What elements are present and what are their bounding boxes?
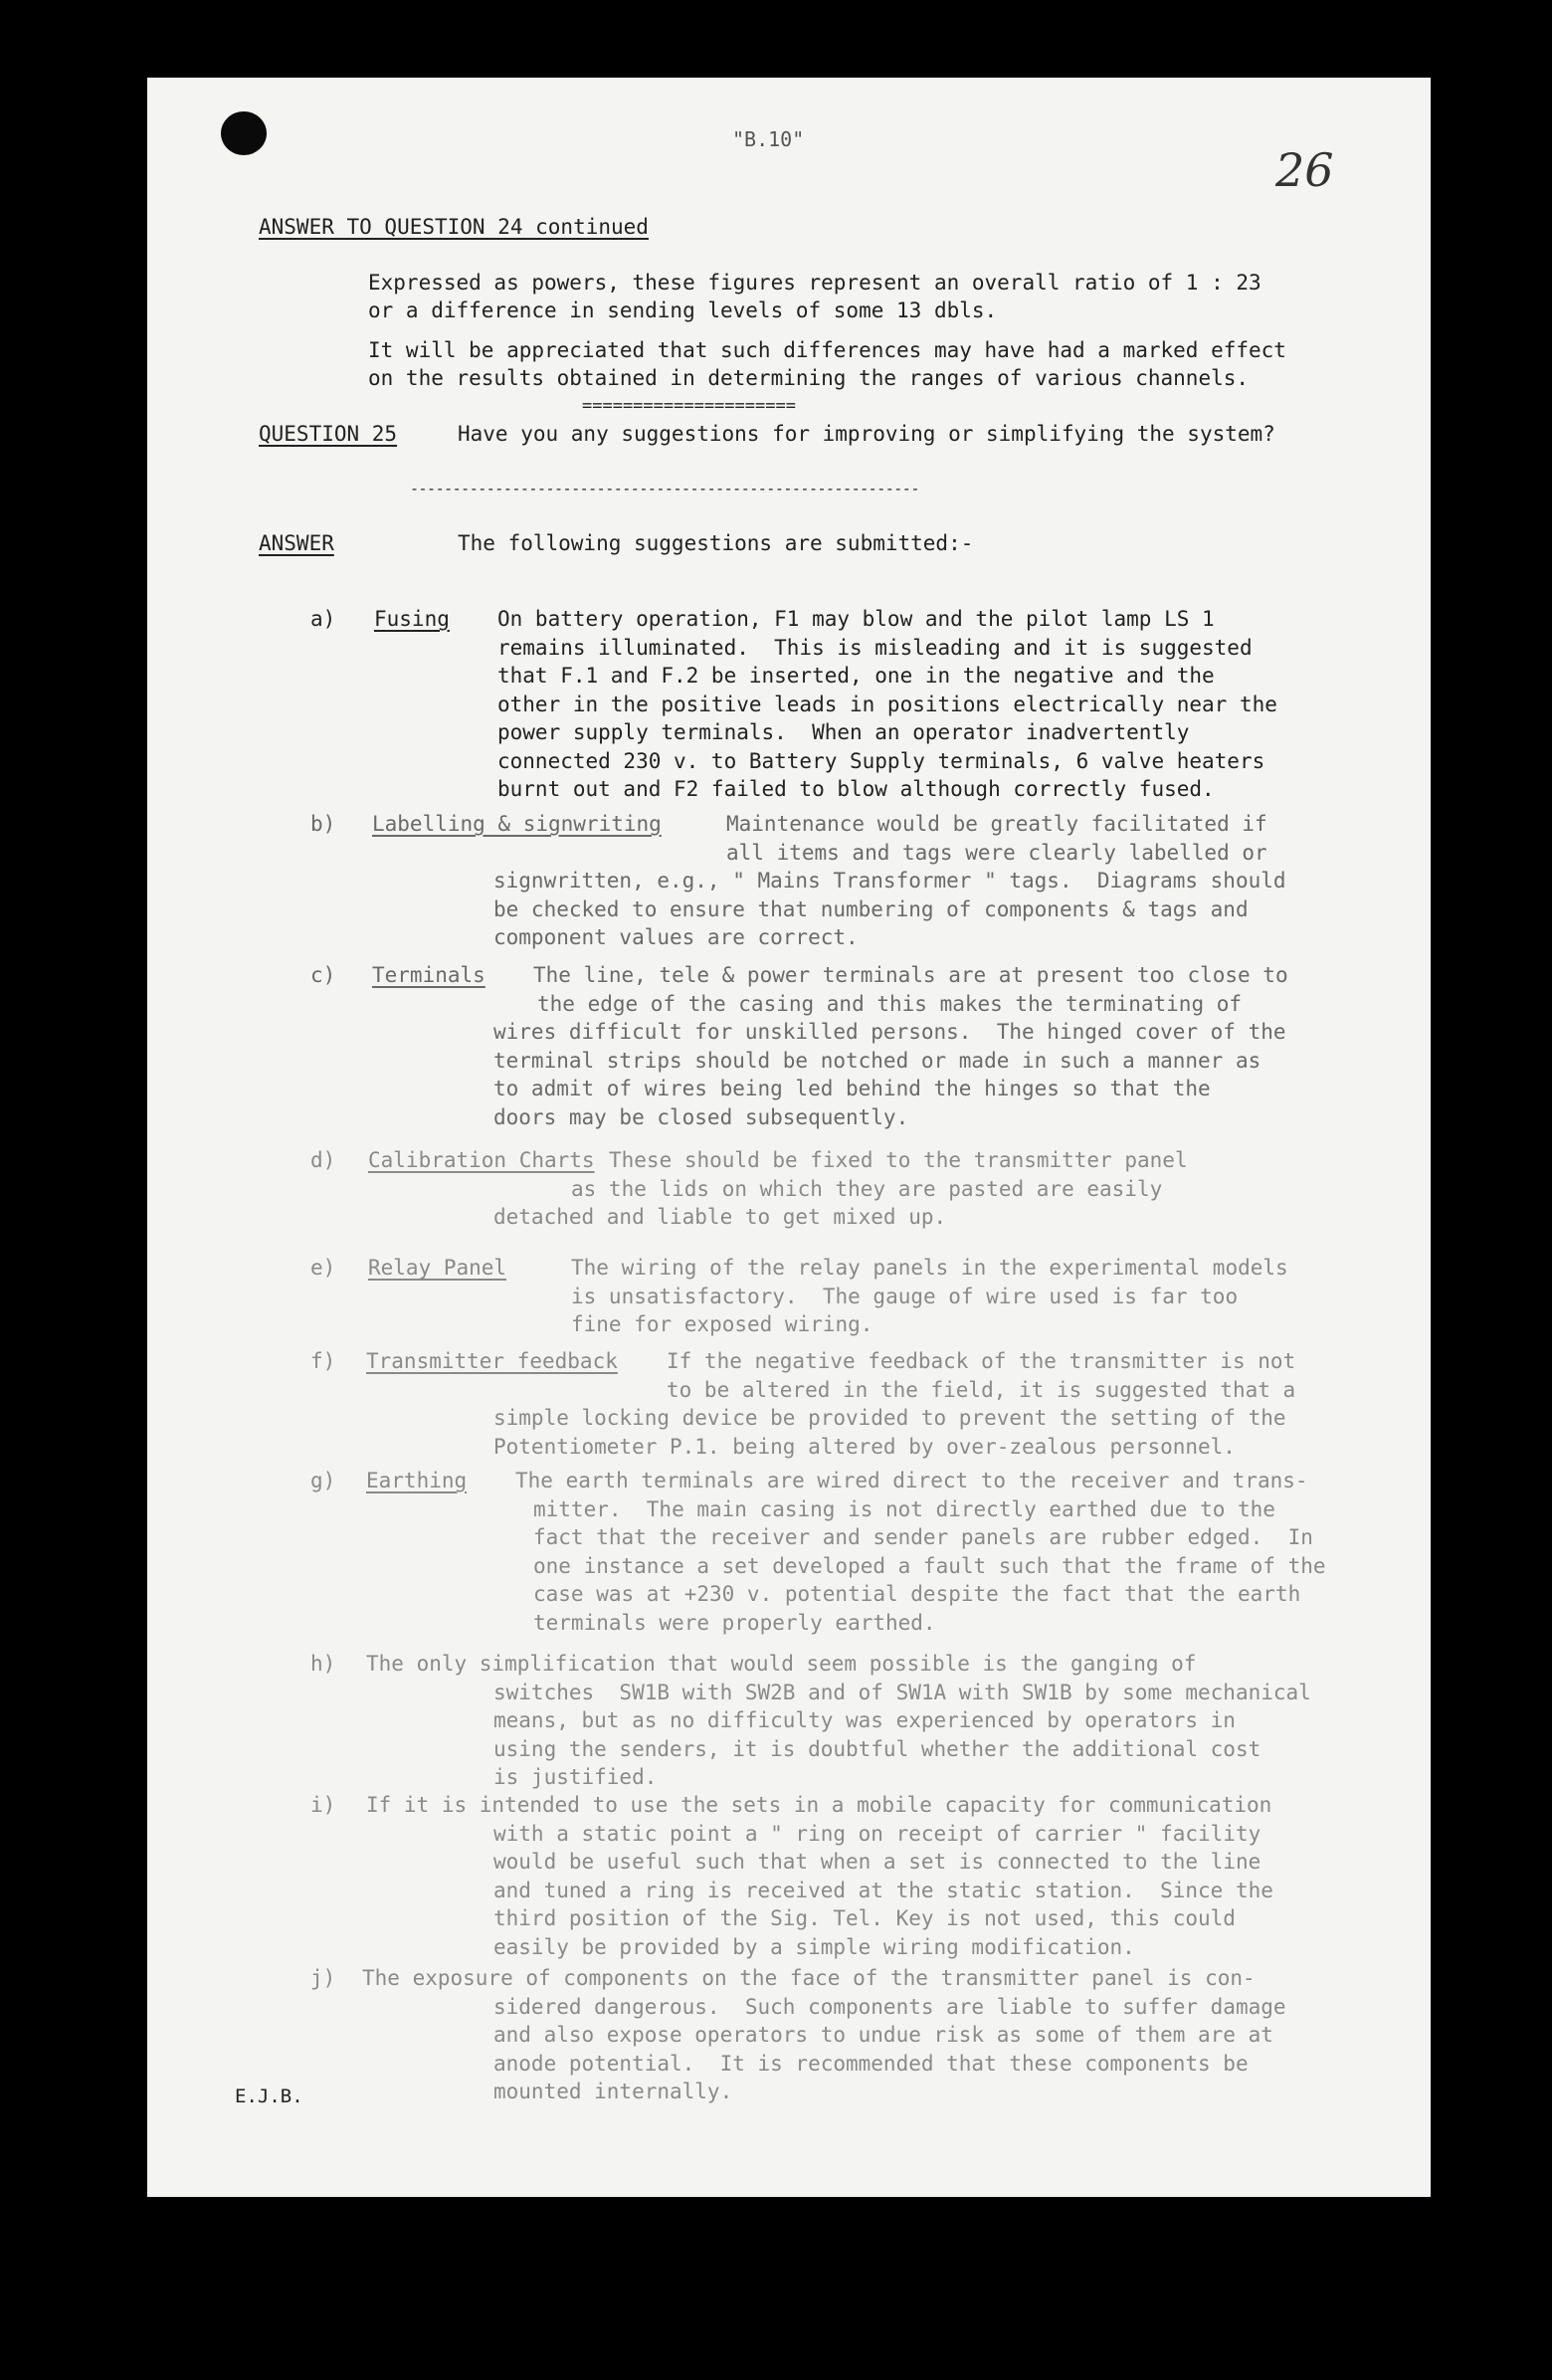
item-text-line: terminal strips should be notched or made in such a manner as: [493, 1049, 1261, 1073]
item-letter: f): [310, 1349, 336, 1373]
item-text-line: wires difficult for unskilled persons. The hinged cover of the: [493, 1020, 1286, 1044]
item-text-line: third position of the Sig. Tel. Key is not used, this could: [493, 1906, 1236, 1930]
item-text-line: The line, tele & power terminals are at present too close to: [533, 963, 1288, 987]
item-text-line: burnt out and F2 failed to blow although correctly fused.: [497, 777, 1215, 801]
item-text-line: fact that the receiver and sender panels are rubber edged. In: [533, 1525, 1313, 1549]
item-letter: h): [310, 1652, 336, 1676]
item-text-line: to be altered in the field, it is suggested that a: [667, 1378, 1296, 1402]
item-title: Relay Panel: [368, 1256, 507, 1280]
item-text-line: and tuned a ring is received at the static station. Since the: [493, 1879, 1273, 1902]
item-text-line: The wiring of the relay panels in the experimental models: [571, 1256, 1288, 1280]
item-letter: j): [310, 1966, 336, 1990]
answer-label: ANSWER: [259, 531, 334, 555]
item-letter: c): [310, 963, 336, 987]
text-line: on the results obtained in determining the ranges of various channels.: [368, 366, 1250, 390]
item-text-line: The earth terminals are wired direct to the receiver and trans-: [515, 1469, 1308, 1492]
divider: ------------------------------------------------------------: [410, 480, 919, 497]
answer-intro: The following suggestions are submitted:-: [458, 531, 974, 555]
item-text-line: terminals were properly earthed.: [533, 1611, 936, 1635]
item-text-line: doors may be closed subsequently.: [493, 1105, 909, 1129]
item-letter: b): [310, 812, 336, 836]
item-text-line: mounted internally.: [493, 2080, 733, 2103]
item-text-line: fine for exposed wiring.: [571, 1312, 873, 1336]
punch-hole: [221, 111, 267, 155]
item-text-line: all items and tags were clearly labelled or: [726, 841, 1267, 865]
item-text-line: is unsatisfactory. The gauge of wire used is far too: [571, 1285, 1239, 1308]
item-text-line: would be useful such that when a set is connected to the line: [493, 1850, 1261, 1874]
item-text-line: that F.1 and F.2 be inserted, one in the negative and the: [497, 664, 1215, 688]
item-text-line: case was at +230 v. potential despite the fact that the earth: [533, 1582, 1301, 1606]
item-text-line: Maintenance would be greatly facilitated if: [726, 812, 1267, 836]
item-text-line: component values are correct.: [493, 925, 859, 949]
continued-heading: ANSWER TO QUESTION 24 continued: [259, 215, 649, 239]
item-title: Terminals: [372, 963, 485, 987]
item-text-line: remains illuminated. This is misleading and it is suggested: [497, 636, 1253, 660]
item-letter: e): [310, 1256, 336, 1280]
item-letter: a): [310, 607, 336, 631]
item-text-line: anode potential. It is recommended that these components be: [493, 2052, 1249, 2076]
item-text-line: If it is intended to use the sets in a mobile capacity for communication: [366, 1793, 1272, 1817]
item-letter: d): [310, 1148, 336, 1172]
text-line: Expressed as powers, these figures represent an overall ratio of 1 : 23: [368, 271, 1261, 295]
item-text-line: power supply terminals. When an operator inadvertently: [497, 720, 1190, 744]
item-title: Transmitter feedback: [366, 1349, 618, 1373]
item-title: Fusing: [374, 607, 450, 631]
item-text-line: These should be fixed to the transmitter panel: [609, 1148, 1188, 1172]
text-line: It will be appreciated that such differences may have had a marked effect: [368, 338, 1286, 362]
question-label: QUESTION 25: [259, 422, 398, 446]
item-text-line: signwritten, e.g., " Mains Transformer " tags. Diagrams should: [493, 869, 1286, 892]
initials: E.J.B.: [235, 2085, 303, 2107]
divider: =====================: [582, 396, 796, 416]
item-text-line: using the senders, it is doubtful whether the additional cost: [493, 1737, 1261, 1761]
page-number: 26: [1275, 143, 1334, 197]
item-letter: g): [310, 1469, 336, 1492]
page-marker: "B.10": [732, 127, 805, 151]
item-text-line: easily be provided by a simple wiring modification.: [493, 1935, 1135, 1959]
item-text-line: sidered dangerous. Such components are liable to suffer damage: [493, 1995, 1286, 2019]
item-text-line: detached and liable to get mixed up.: [493, 1205, 947, 1229]
item-letter: i): [310, 1793, 336, 1817]
item-text-line: connected 230 v. to Battery Supply terminals, 6 valve heaters: [497, 749, 1265, 773]
item-title: Earthing: [366, 1469, 468, 1492]
item-title: Calibration Charts: [368, 1148, 595, 1172]
item-text-line: the edge of the casing and this makes the terminating of: [537, 992, 1243, 1016]
item-text-line: with a static point a " ring on receipt of carrier " facility: [493, 1822, 1261, 1846]
item-text-line: to admit of wires being led behind the hinges so that the: [493, 1077, 1211, 1100]
question-text: Have you any suggestions for improving or simplifying the system?: [458, 422, 1275, 446]
item-text-line: If the negative feedback of the transmitter is not: [667, 1349, 1296, 1373]
item-text-line: is justified.: [493, 1765, 658, 1789]
item-text-line: be checked to ensure that numbering of components & tags and: [493, 897, 1249, 921]
item-text-line: On battery operation, F1 may blow and the pilot lamp LS 1: [497, 607, 1215, 631]
item-text-line: simple locking device be provided to prevent the setting of the: [493, 1406, 1286, 1430]
item-title: Labelling & signwriting: [372, 812, 662, 836]
item-text-line: as the lids on which they are pasted are easily: [571, 1177, 1163, 1201]
item-text-line: means, but as no difficulty was experienced by operators in: [493, 1708, 1236, 1732]
item-text-line: other in the positive leads in positions electrically near the: [497, 693, 1277, 716]
item-text-line: and also expose operators to undue risk as some of them are at: [493, 2023, 1273, 2047]
item-text-line: Potentiometer P.1. being altered by over-zealous personnel.: [493, 1435, 1236, 1459]
item-text-line: mitter. The main casing is not directly earthed due to the: [533, 1497, 1275, 1521]
item-text-line: The only simplification that would seem possible is the ganging of: [366, 1652, 1197, 1676]
text-line: or a difference in sending levels of some 13 dbls.: [368, 298, 998, 322]
item-text-line: The exposure of components on the face of the transmitter panel is con-: [362, 1966, 1256, 1990]
item-text-line: one instance a set developed a fault such that the frame of the: [533, 1554, 1326, 1578]
item-text-line: switches SW1B with SW2B and of SW1A with SW1B by some mechanical: [493, 1681, 1311, 1704]
